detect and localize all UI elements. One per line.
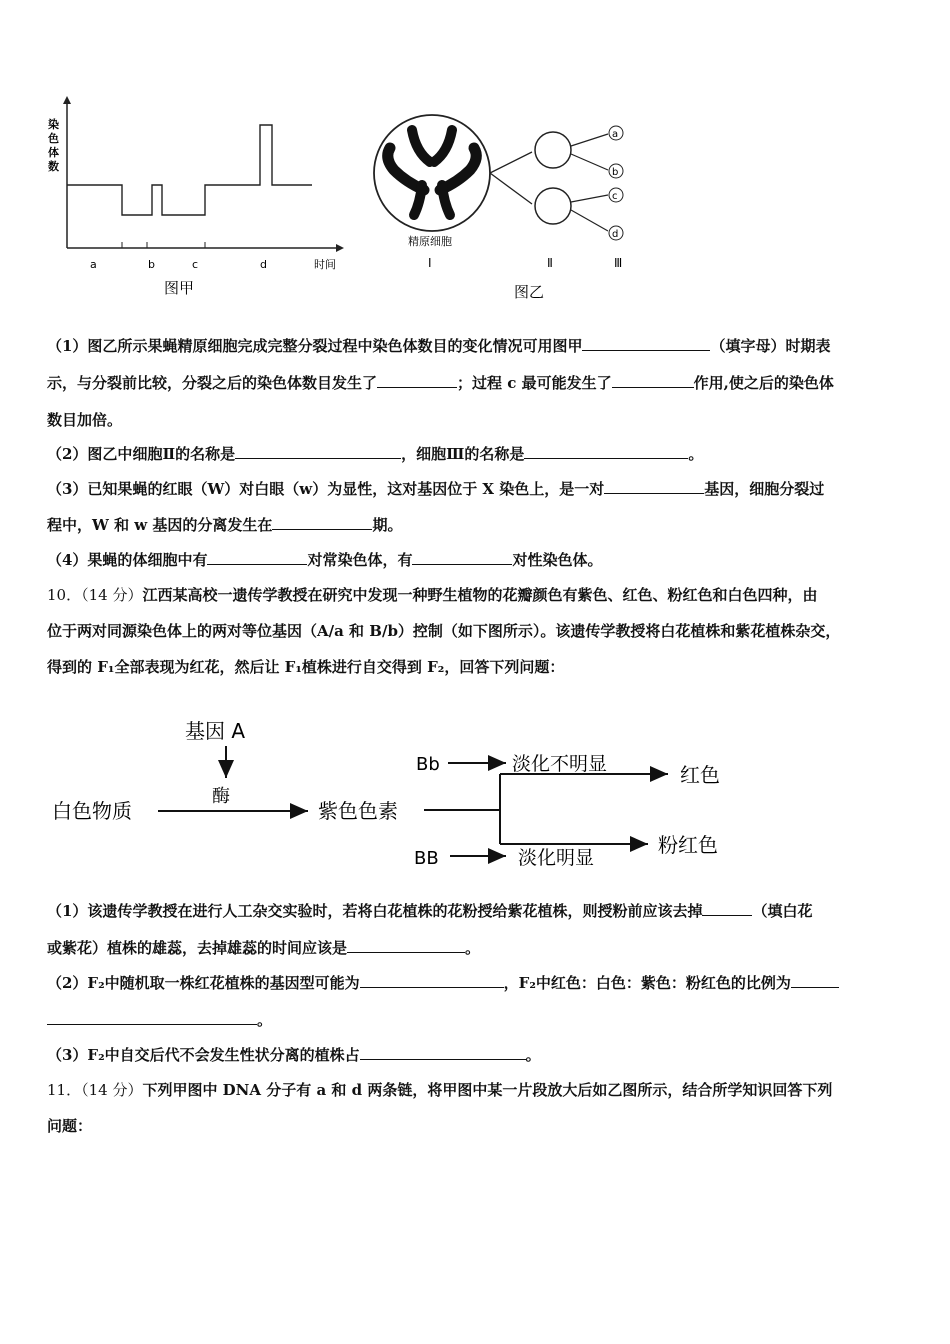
answer-blank[interactable] xyxy=(360,973,504,988)
q10-p1-text1: （1）该遗传学教授在进行人工杂交实验时，若将白花植株的花粉授给紫花植株，则授粉前应该去掉 xyxy=(47,902,703,920)
caption-yi: 图乙 xyxy=(514,283,545,301)
q11-text1: 下列甲图中 DNA 分子有 a 和 d 两条链，将甲图中某一片段放大后如乙图所示，结合所学知识回答下列 xyxy=(142,1081,833,1099)
cell-a-label: a xyxy=(612,129,619,140)
q9-p1-text3: 示，与分裂前比较，分裂之后的染色体数目发生了 xyxy=(47,374,378,392)
chromosome-4 xyxy=(434,130,452,162)
tick-label-c: c xyxy=(192,258,199,271)
pathway-diagram xyxy=(40,710,760,880)
tick-label-a: a xyxy=(90,258,97,271)
chromosome-3 xyxy=(412,130,430,162)
q11-number: 11．（14 分） xyxy=(47,1081,143,1099)
diagram-yi xyxy=(374,115,623,301)
figure-top xyxy=(40,90,640,310)
q9-p1-text4: ；过程 c 最可能发生了 xyxy=(457,374,612,392)
q10-p2-text1: （2）F₂中随机取一株红花植株的基因型可能为 xyxy=(47,974,360,992)
answer-blank[interactable] xyxy=(582,336,710,351)
purple-pigment: 紫色色素 xyxy=(318,799,398,823)
q10-p3-text2: 。 xyxy=(525,1046,541,1064)
q10-intro-line2 xyxy=(47,621,907,641)
q10-p1-line1 xyxy=(47,901,907,921)
bb-homo-label: BB xyxy=(414,848,439,869)
y-label-3: 体 xyxy=(48,146,59,159)
q9-p4-text2: 对常染色体，有 xyxy=(307,551,413,569)
strong-fade-label: 淡化明显 xyxy=(518,847,595,869)
q9-p3-text3: 程中，W 和 w 基因的分离发生在 xyxy=(47,516,273,534)
arrow-to-c xyxy=(571,195,608,202)
q9-p3-text4: 期。 xyxy=(372,516,403,534)
q9-p1-text1: （1）图乙所示果蝇精原细胞完成完整分裂过程中染色体数目的变化情况可用图甲 xyxy=(47,337,583,355)
arrow-to-d xyxy=(571,210,608,231)
arrow-to-ii-top xyxy=(490,152,532,173)
caption-jia: 图甲 xyxy=(164,279,195,297)
arrow-to-b xyxy=(571,154,608,170)
q9-p2-text3: 。 xyxy=(688,445,704,463)
arrow-to-a xyxy=(571,134,608,146)
enzyme-label: 酶 xyxy=(212,786,230,807)
answer-blank[interactable] xyxy=(272,515,372,530)
arrow-to-ii-bottom xyxy=(490,173,532,204)
start-substance: 白色物质 xyxy=(52,799,132,823)
cell-d-label: d xyxy=(612,229,619,240)
y-label-1: 染 xyxy=(48,118,59,131)
q10-p2-text3: 。 xyxy=(257,1011,273,1029)
weak-fade-label: 淡化不明显 xyxy=(512,753,608,775)
answer-blank[interactable] xyxy=(360,1045,526,1060)
cell-c-label: c xyxy=(612,191,618,202)
cell-ii-bottom xyxy=(535,188,571,224)
chromosome-line xyxy=(67,125,312,215)
y-axis-arrow xyxy=(63,96,71,104)
q9-p2 xyxy=(47,444,907,464)
red-label: 红色 xyxy=(680,763,720,787)
stage-ii-label: Ⅱ xyxy=(547,256,553,270)
q9-p1-line3 xyxy=(47,410,907,430)
q9-p3-line1 xyxy=(47,479,907,499)
y-label-2: 色 xyxy=(48,132,59,145)
answer-blank[interactable] xyxy=(524,444,688,459)
q10-p3 xyxy=(47,1045,907,1065)
q10-p2-line1 xyxy=(47,973,907,993)
bb-hetero-label: Bb xyxy=(416,754,440,775)
answer-blank[interactable] xyxy=(235,444,401,459)
q9-p1-line2 xyxy=(47,373,907,393)
x-axis-arrow xyxy=(336,244,344,252)
q10-number: 10．（14 分） xyxy=(47,586,143,604)
q10-intro-line1 xyxy=(47,585,907,605)
q11-text2: 问题： xyxy=(47,1117,93,1135)
answer-blank[interactable] xyxy=(47,1010,257,1025)
q10-p2-text2: ，F₂中红色：白色：紫色：粉红色的比例为 xyxy=(503,974,791,992)
spermatogonium-label: 精原细胞 xyxy=(408,235,452,248)
q10-p2-line2 xyxy=(47,1010,907,1030)
gene-a-label: 基因 A xyxy=(185,719,246,743)
chart-jia xyxy=(48,96,344,297)
tick-label-d: d xyxy=(260,258,267,271)
q10-intro-line3 xyxy=(47,657,907,677)
pink-label: 粉红色 xyxy=(658,833,718,857)
q9-p2-text2: ，细胞Ⅲ的名称是 xyxy=(401,445,525,463)
q10-p1-text3: 或紫花）植株的雄蕊，去掉雄蕊的时间应该是 xyxy=(47,939,348,957)
q10-p1-line2 xyxy=(47,938,907,958)
answer-blank[interactable] xyxy=(347,938,465,953)
q9-p4 xyxy=(47,550,907,570)
q9-p3-line2 xyxy=(47,515,907,535)
tick-label-b: b xyxy=(148,258,155,271)
q10-p3-text1: （3）F₂中自交后代不会发生性状分离的植株占 xyxy=(47,1046,360,1064)
answer-blank[interactable] xyxy=(412,550,512,565)
stage-i-label: Ⅰ xyxy=(428,256,432,270)
answer-blank[interactable] xyxy=(791,973,839,988)
q10-p1-text2: （填白花 xyxy=(752,902,813,920)
answer-blank[interactable] xyxy=(604,479,704,494)
q11-line1 xyxy=(47,1080,907,1100)
x-label: 时间 xyxy=(314,258,336,271)
q9-p1-line1 xyxy=(47,336,907,356)
q9-p4-text1: （4）果蝇的体细胞中有 xyxy=(47,551,208,569)
q10-intro-text3: 得到的 F₁全部表现为红花，然后让 F₁植株进行自交得到 F₂，回答下列问题： xyxy=(47,658,565,676)
cell-ii-top xyxy=(535,132,571,168)
q9-p3-text1: （3）已知果蝇的红眼（W）对白眼（w）为显性，这对基因位于 X 染色上，是一对 xyxy=(47,480,605,498)
stage-iii-label: Ⅲ xyxy=(614,256,623,270)
y-label-4: 数 xyxy=(48,160,59,173)
answer-blank[interactable] xyxy=(377,373,457,388)
q9-p1-text6: 数目加倍。 xyxy=(47,411,123,429)
q10-intro-text1: 江西某高校一遗传学教授在研究中发现一种野生植物的花瓣颜色有紫色、红色、粉红色和白色四种，由 xyxy=(142,586,818,604)
q9-p1-text5: 作用,使之后的染色体 xyxy=(693,374,834,392)
q10-intro-text2: 位于两对同源染色体上的两对等位基因（A/a 和 B/b）控制（如下图所示）。该遗传学教授将白花植株和紫花植株杂交， xyxy=(47,622,841,640)
q9-p3-text2: 基因，细胞分裂过 xyxy=(704,480,825,498)
q9-p4-text3: 对性染色体。 xyxy=(512,551,603,569)
q9-p2-text1: （2）图乙中细胞Ⅱ的名称是 xyxy=(47,445,236,463)
q10-p1-text4: 。 xyxy=(465,939,481,957)
answer-blank[interactable] xyxy=(702,901,752,916)
cell-b-label: b xyxy=(612,167,619,178)
q11-line2 xyxy=(47,1116,907,1136)
q9-p1-text2: （填字母）时期表 xyxy=(710,337,831,355)
answer-blank[interactable] xyxy=(207,550,307,565)
answer-blank[interactable] xyxy=(612,373,694,388)
